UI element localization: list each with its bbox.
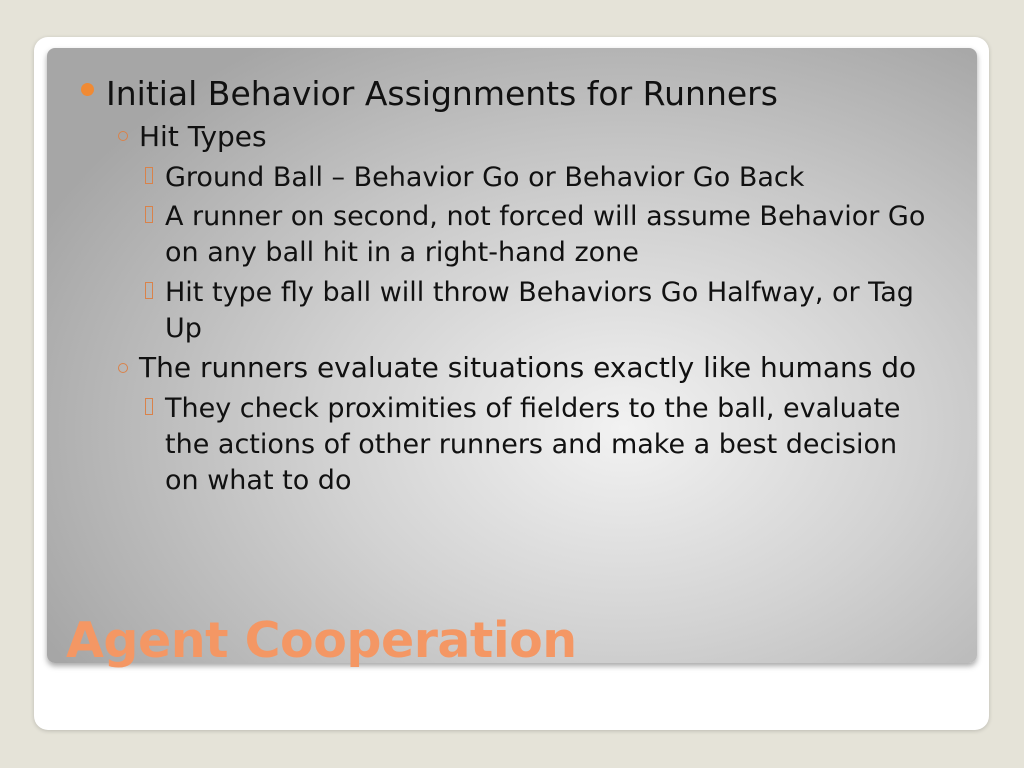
bullet-level3-fly-ball: Hit type fly ball will throw Behaviors Go Halfway, or Tag [165,277,914,308]
bullet-level3-ground-ball: Ground Ball – Behavior Go or Behavior Go Back [165,162,805,193]
bullet-level3-runner-on-second: A runner on second, not forced will assume Behavior Go [165,201,926,232]
bullet-level3-fly-ball-cont: Up [165,313,202,344]
bullet-level3-check-proximities-cont2: on what to do [165,465,352,496]
bullet-level3-check-proximities-cont: the actions of other runners and make a best decision [165,429,898,460]
bullet-level1-behavior-assignments: Initial Behavior Assignments for Runners [106,74,778,113]
bullet-level3-runner-on-second-cont: on any ball hit in a right-hand zone [165,237,639,268]
bullet-dot-icon [81,83,94,96]
bullet-box-icon [145,167,153,184]
bullet-level3-check-proximities: They check proximities of fielders to the ball, evaluate [165,393,901,424]
bullet-box-icon [145,206,153,223]
bullet-box-icon [145,398,153,415]
bullet-ring-icon [118,363,128,373]
bullet-ring-icon [118,131,128,141]
bullet-box-icon [145,282,153,299]
bullet-level2-runners-evaluate: The runners evaluate situations exactly like humans do [139,351,917,384]
bullet-level2-hit-types: Hit Types [139,120,267,153]
slide-title: Agent Cooperation [66,612,577,669]
